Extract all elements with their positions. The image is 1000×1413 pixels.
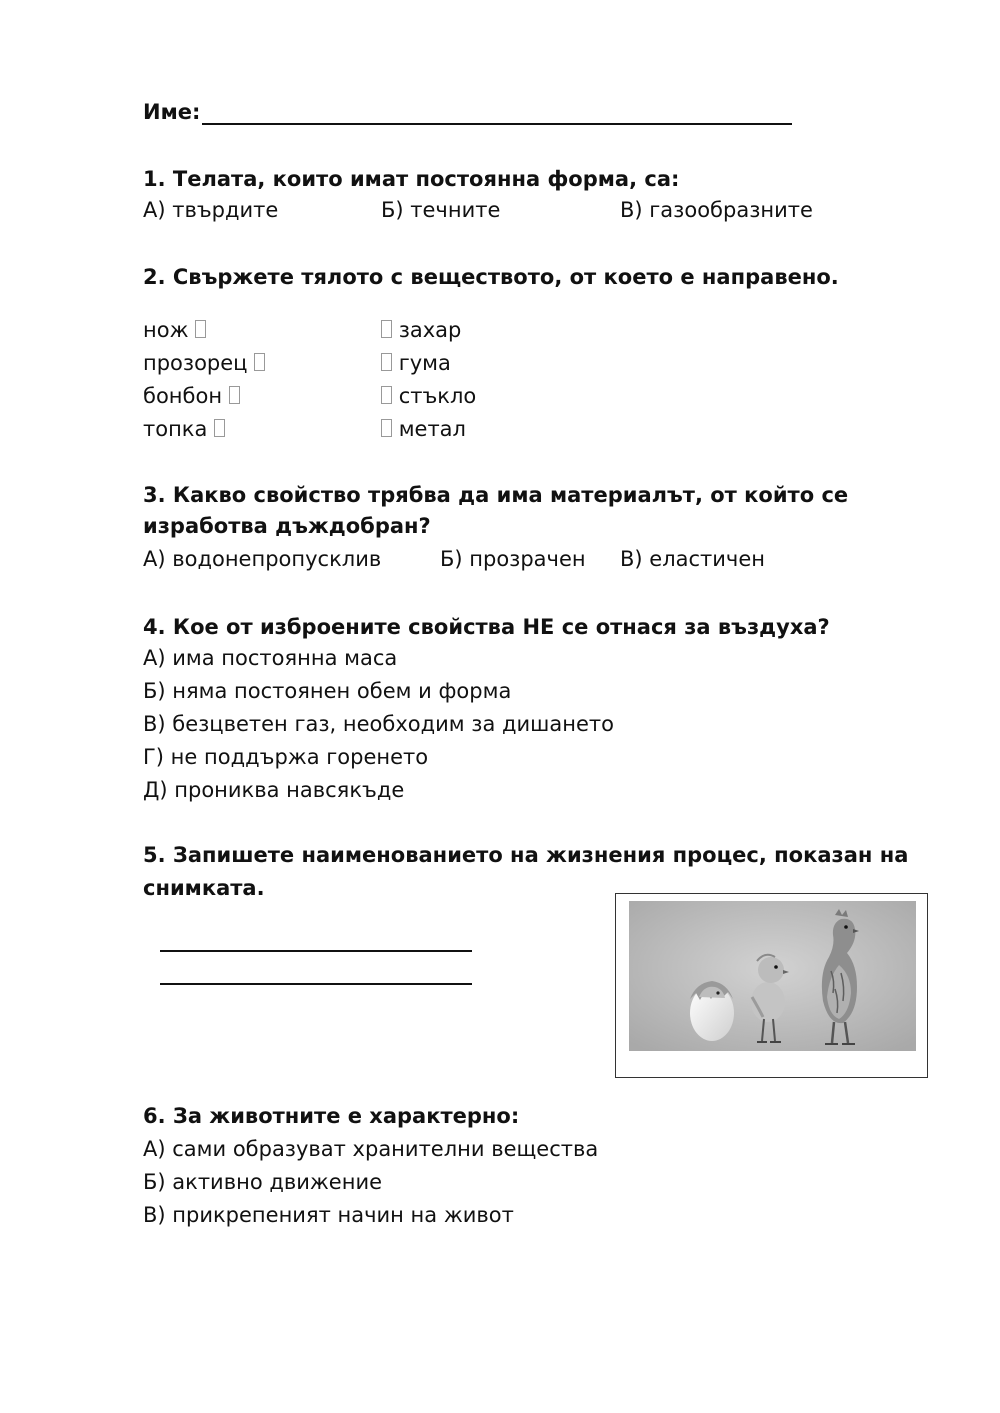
match-dot-icon[interactable]: [214, 419, 225, 437]
q3-option-b[interactable]: Б) прозрачен: [440, 547, 586, 571]
question-2: 2. Свържете тялото с веществото, от което е направено.: [143, 265, 839, 289]
q1-option-b[interactable]: Б) течните: [381, 198, 501, 222]
match-dot-icon[interactable]: [381, 419, 392, 437]
match-left-label: прозорец: [143, 351, 248, 375]
match-right-item[interactable]: [381, 384, 476, 408]
chick-growth-photo: [629, 901, 916, 1051]
match-right-label: стъкло: [398, 384, 477, 408]
q5-answer-line-2[interactable]: [160, 983, 472, 985]
q6-option-c[interactable]: В) прикрепеният начин на живот: [143, 1203, 514, 1227]
question-4: 4. Кое от изброените свойства НЕ се отнася за въздуха?: [143, 615, 830, 639]
q6-option-b[interactable]: Б) активно движение: [143, 1170, 383, 1194]
match-right-item[interactable]: [381, 351, 451, 375]
q4-option-c[interactable]: В) безцветен газ, необходим за дишането: [143, 712, 614, 736]
match-dot-icon[interactable]: [381, 353, 392, 371]
match-left-item[interactable]: [143, 318, 206, 342]
photo-frame: [615, 893, 928, 1078]
q3-option-a[interactable]: А) водонепропусклив: [143, 547, 382, 571]
match-dot-icon[interactable]: [381, 320, 392, 338]
q5-answer-line-1[interactable]: [160, 950, 472, 952]
match-left-label: бонбон: [143, 384, 223, 408]
match-left-item[interactable]: [143, 417, 225, 441]
q3-option-c[interactable]: В) еластичен: [620, 547, 765, 571]
q1-option-c[interactable]: В) газообразните: [620, 198, 813, 222]
match-left-label: топка: [143, 417, 208, 441]
match-dot-icon[interactable]: [254, 353, 265, 371]
name-label: Име:: [143, 100, 201, 124]
egg-icon: [690, 981, 734, 1041]
match-right-label: захар: [398, 318, 462, 342]
match-right-label: гума: [398, 351, 451, 375]
q4-option-b[interactable]: Б) няма постоянен обем и форма: [143, 679, 512, 703]
question-3-line-2: изработва дъждобран?: [143, 514, 431, 538]
match-dot-icon[interactable]: [195, 320, 206, 338]
q4-option-d[interactable]: Г) не поддържа горенето: [143, 745, 429, 769]
question-6: 6. За животните е характерно:: [143, 1104, 520, 1128]
q4-option-a[interactable]: А) има постоянна маса: [143, 646, 398, 670]
match-dot-icon[interactable]: [229, 386, 240, 404]
match-dot-icon[interactable]: [381, 386, 392, 404]
match-right-item[interactable]: [381, 417, 466, 441]
match-left-item[interactable]: [143, 351, 265, 375]
match-right-item[interactable]: [381, 318, 461, 342]
question-5: 5. Запишете наименованието на жизнения процес, показан на: [143, 843, 909, 867]
match-left-item[interactable]: [143, 384, 240, 408]
question-1: 1. Телата, които имат постоянна форма, са:: [143, 167, 680, 191]
match-left-label: нож: [143, 318, 189, 342]
match-right-label: метал: [398, 417, 466, 441]
q4-option-e[interactable]: Д) прониква навсякъде: [143, 778, 405, 802]
name-answer-line[interactable]: [202, 123, 792, 125]
question-3: 3. Какво свойство трябва да има материалът, от който се: [143, 483, 849, 507]
q1-option-a[interactable]: А) твърдите: [143, 198, 279, 222]
question-5-line-2: снимката.: [143, 876, 265, 900]
q6-option-a[interactable]: А) сами образуват хранителни вещества: [143, 1137, 599, 1161]
